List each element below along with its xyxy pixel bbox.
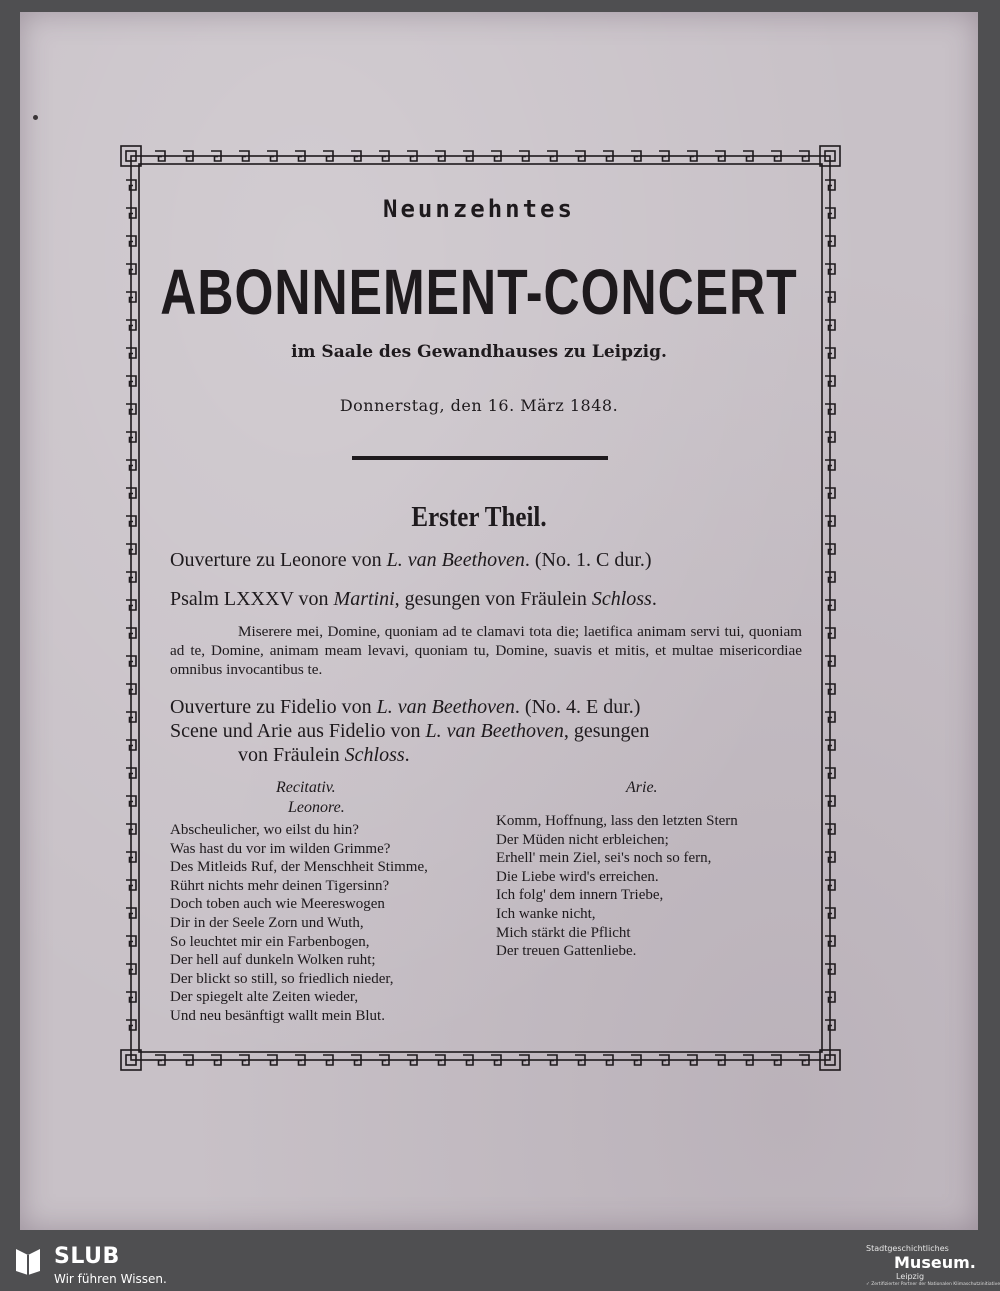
- verse-line: Die Liebe wird's erreichen.: [496, 868, 659, 885]
- verse-line: Komm, Hoffnung, lass den letzten Stern: [496, 813, 738, 829]
- psalm-latin-text: Miserere mei, Domine, quoniam ad te clamavi tota die; laetifica animam servi tui, quoniam ad te, Domine, animam meam levavi, quoniam tu, Domine, suavis et mitis, et multae misericordiae omnibus invocantibus te.: [170, 623, 802, 678]
- divider-rule: [352, 456, 608, 460]
- museum-note: ✓ Zertifizierter Partner der Nationalen Klimaschutzinitiative: [866, 1282, 1000, 1287]
- recitativ-heading: Recitativ.: [276, 779, 336, 796]
- program-item-psalm: [170, 588, 802, 611]
- program-item-fidelio-aria-line2: [238, 744, 638, 767]
- verse-line: Dir in der Seele Zorn und Wuth,: [170, 914, 364, 931]
- program-text: Ouverture zu Fidelio von: [170, 696, 377, 718]
- program-text: , gesungen: [563, 720, 650, 742]
- main-title: ABONNEMENT-CONCERT: [160, 256, 798, 328]
- program-text: .: [404, 744, 410, 766]
- program-item-fidelio-overture: [170, 696, 802, 719]
- verse-line: Der hell auf dunkeln Wolken ruht;: [170, 952, 376, 969]
- verse-line: Der spiegelt alte Zeiten wieder,: [170, 989, 359, 1006]
- verse-line: Erhell' mein Ziel, sei's noch so fern,: [496, 850, 712, 867]
- verse-line: Ich folg' dem innern Triebe,: [496, 887, 664, 904]
- arie-verse: [496, 812, 738, 961]
- composer-name: L. van Beethoven: [376, 696, 515, 718]
- verse-line: Der Müden nicht erbleichen;: [496, 831, 669, 848]
- program-text: von Fräulein: [238, 744, 345, 766]
- program-text: Scene und Arie aus Fidelio von: [170, 720, 426, 742]
- singer-name: Schloss: [344, 744, 405, 766]
- program-text: Ouverture zu Leonore von: [170, 549, 387, 571]
- venue-line: im Saale des Gewandhauses zu Leipzig.: [291, 342, 667, 362]
- museum-name: Museum.: [894, 1253, 976, 1272]
- composer-name: L. van Beethoven: [386, 549, 525, 571]
- verse-line: Rührt nichts mehr deinen Tigersinn?: [170, 877, 390, 894]
- verse-line: Abscheulicher, wo eilst du hin?: [170, 822, 359, 838]
- program-text: . (No. 4. E dur.): [514, 696, 641, 718]
- program-text: , gesungen von Fräulein: [394, 588, 592, 610]
- recitativ-verse: [170, 821, 428, 1026]
- verse-line: Der treuen Gattenliebe.: [496, 943, 637, 960]
- composer-name: Martini: [333, 588, 395, 610]
- arie-heading: Arie.: [626, 779, 658, 796]
- verse-line: Des Mitleids Ruf, der Menschheit Stimme,: [170, 859, 428, 876]
- verse-line: Ich wanke nicht,: [496, 905, 596, 922]
- program-item-fidelio-aria: [170, 720, 802, 743]
- program-text: Psalm LXXXV von: [170, 588, 334, 610]
- program-text: . (No. 1. C dur.): [524, 549, 652, 571]
- slub-tagline: Wir führen Wissen.: [54, 1272, 167, 1286]
- slub-name: SLUB: [54, 1244, 120, 1269]
- museum-city: Leipzig: [896, 1272, 925, 1281]
- part-heading: Erster Theil.: [411, 502, 547, 534]
- program-item-leonore-overture: [170, 549, 802, 572]
- verse-line: Und neu besänftigt wallt mein Blut.: [170, 1007, 385, 1024]
- composer-name: L. van Beethoven: [425, 720, 564, 742]
- concert-number-title: Neunzehntes: [383, 195, 575, 223]
- verse-line: Mich stärkt die Pflicht: [496, 924, 631, 941]
- verse-line: Doch toben auch wie Meereswogen: [170, 896, 385, 913]
- recitativ-speaker: Leonore.: [288, 799, 345, 816]
- verse-line: Der blickt so still, so friedlich nieder,: [170, 970, 394, 987]
- singer-name: Schloss: [591, 588, 652, 610]
- slub-logo-icon: [12, 1245, 44, 1277]
- date-line: Donnerstag, den 16. März 1848.: [339, 396, 619, 415]
- museum-label-small: Stadtgeschichtliches: [866, 1244, 949, 1253]
- program-text: .: [651, 588, 657, 610]
- verse-line: So leuchtet mir ein Farbenbogen,: [170, 933, 370, 950]
- verse-line: Was hast du vor im wilden Grimme?: [170, 840, 391, 857]
